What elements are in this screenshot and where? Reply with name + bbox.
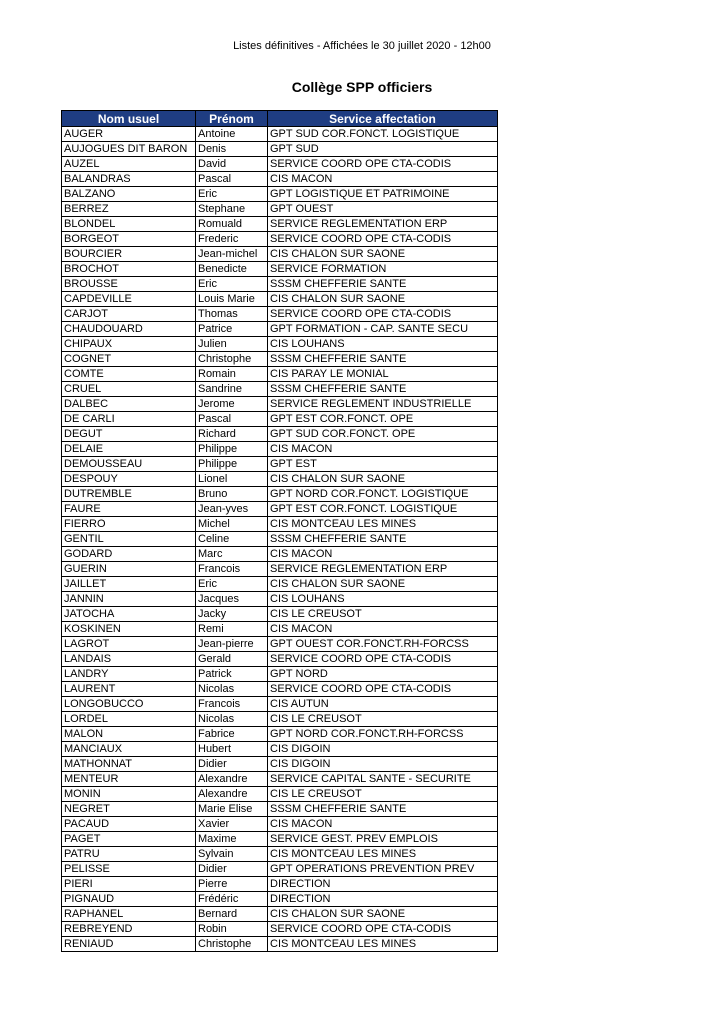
table-row [62, 367, 498, 382]
cell-service-affectation: GPT EST COR.FONCT. LOGISTIQUE [268, 502, 498, 517]
cell-nom-usuel: MENTEUR [62, 772, 196, 787]
column-header-nom-usuel: Nom usuel [62, 111, 196, 127]
cell-nom-usuel: PATRU [62, 847, 196, 862]
cell-service-affectation: SERVICE COORD OPE CTA-CODIS [268, 307, 498, 322]
table-row [62, 607, 498, 622]
cell-prenom: Francois [196, 697, 268, 712]
cell-nom-usuel: PIGNAUD [62, 892, 196, 907]
cell-nom-usuel: BOURCIER [62, 247, 196, 262]
cell-nom-usuel: KOSKINEN [62, 622, 196, 637]
cell-service-affectation: CIS MACON [268, 442, 498, 457]
cell-prenom: Bruno [196, 487, 268, 502]
cell-prenom: Marie Elise [196, 802, 268, 817]
cell-nom-usuel: LAURENT [62, 682, 196, 697]
cell-prenom: Marc [196, 547, 268, 562]
cell-prenom: Sylvain [196, 847, 268, 862]
cell-service-affectation: GPT SUD [268, 142, 498, 157]
cell-service-affectation: DIRECTION [268, 892, 498, 907]
cell-prenom: Christophe [196, 937, 268, 952]
cell-nom-usuel: DE CARLI [62, 412, 196, 427]
cell-service-affectation: SERVICE COORD OPE CTA-CODIS [268, 157, 498, 172]
cell-nom-usuel: FAURE [62, 502, 196, 517]
table-row [62, 292, 498, 307]
cell-nom-usuel: LORDEL [62, 712, 196, 727]
cell-nom-usuel: AUJOGUES DIT BARON [62, 142, 196, 157]
document-title: Collège SPP officiers [291, 79, 433, 95]
cell-prenom: Sandrine [196, 382, 268, 397]
cell-nom-usuel: JANNIN [62, 592, 196, 607]
table-row [62, 412, 498, 427]
cell-nom-usuel: COGNET [62, 352, 196, 367]
cell-service-affectation: CIS CHALON SUR SAONE [268, 292, 498, 307]
cell-service-affectation: GPT LOGISTIQUE ET PATRIMOINE [268, 187, 498, 202]
cell-service-affectation: SERVICE REGLEMENT INDUSTRIELLE [268, 397, 498, 412]
table-row [62, 622, 498, 637]
table-row [62, 577, 498, 592]
cell-prenom: Nicolas [196, 682, 268, 697]
table-row [62, 862, 498, 877]
cell-nom-usuel: LAGROT [62, 637, 196, 652]
cell-prenom: Alexandre [196, 787, 268, 802]
cell-prenom: Gerald [196, 652, 268, 667]
cell-service-affectation: SERVICE REGLEMENTATION ERP [268, 217, 498, 232]
cell-prenom: Maxime [196, 832, 268, 847]
table-row [62, 277, 498, 292]
cell-service-affectation: CIS LE CREUSOT [268, 787, 498, 802]
cell-prenom: Frédéric [196, 892, 268, 907]
cell-prenom: Louis Marie [196, 292, 268, 307]
cell-prenom: Patrick [196, 667, 268, 682]
cell-prenom: Julien [196, 337, 268, 352]
cell-prenom: Jacques [196, 592, 268, 607]
cell-service-affectation: CIS LE CREUSOT [268, 712, 498, 727]
cell-service-affectation: SSSM CHEFFERIE SANTE [268, 532, 498, 547]
cell-service-affectation: GPT EST [268, 457, 498, 472]
cell-service-affectation: CIS DIGOIN [268, 742, 498, 757]
cell-prenom: Hubert [196, 742, 268, 757]
cell-prenom: Nicolas [196, 712, 268, 727]
table-row [62, 337, 498, 352]
table-row [62, 742, 498, 757]
cell-prenom: Pascal [196, 412, 268, 427]
table-row [62, 787, 498, 802]
table-row [62, 652, 498, 667]
cell-nom-usuel: MANCIAUX [62, 742, 196, 757]
cell-nom-usuel: PIERI [62, 877, 196, 892]
officers-table [61, 110, 498, 952]
cell-service-affectation: CIS MACON [268, 172, 498, 187]
cell-prenom: Patrice [196, 322, 268, 337]
cell-prenom: Jacky [196, 607, 268, 622]
cell-service-affectation: CIS LOUHANS [268, 337, 498, 352]
cell-service-affectation: GPT NORD [268, 667, 498, 682]
table-row [62, 877, 498, 892]
table-header-row [62, 111, 498, 127]
cell-prenom: Stephane [196, 202, 268, 217]
table-row [62, 172, 498, 187]
cell-service-affectation: CIS LOUHANS [268, 592, 498, 607]
cell-prenom: Robin [196, 922, 268, 937]
cell-nom-usuel: BROUSSE [62, 277, 196, 292]
cell-prenom: Michel [196, 517, 268, 532]
cell-nom-usuel: BORGEOT [62, 232, 196, 247]
cell-prenom: Jean-pierre [196, 637, 268, 652]
cell-prenom: Celine [196, 532, 268, 547]
table-row [62, 307, 498, 322]
cell-nom-usuel: BROCHOT [62, 262, 196, 277]
cell-nom-usuel: NEGRET [62, 802, 196, 817]
cell-prenom: Eric [196, 277, 268, 292]
table-row [62, 637, 498, 652]
cell-nom-usuel: LANDRY [62, 667, 196, 682]
cell-nom-usuel: CAPDEVILLE [62, 292, 196, 307]
table-row [62, 922, 498, 937]
cell-service-affectation: SERVICE GEST. PREV EMPLOIS [268, 832, 498, 847]
table-row [62, 202, 498, 217]
cell-prenom: Antoine [196, 127, 268, 142]
cell-service-affectation: GPT SUD COR.FONCT. OPE [268, 427, 498, 442]
cell-prenom: Thomas [196, 307, 268, 322]
cell-nom-usuel: BALZANO [62, 187, 196, 202]
cell-service-affectation: SERVICE CAPITAL SANTE - SECURITE [268, 772, 498, 787]
cell-nom-usuel: DEGUT [62, 427, 196, 442]
cell-service-affectation: CIS CHALON SUR SAONE [268, 247, 498, 262]
cell-nom-usuel: REBREYEND [62, 922, 196, 937]
cell-nom-usuel: PACAUD [62, 817, 196, 832]
cell-nom-usuel: RENIAUD [62, 937, 196, 952]
cell-service-affectation: CIS CHALON SUR SAONE [268, 907, 498, 922]
table-row [62, 487, 498, 502]
cell-nom-usuel: CARJOT [62, 307, 196, 322]
cell-prenom: Pierre [196, 877, 268, 892]
cell-service-affectation: GPT NORD COR.FONCT.RH-FORCSS [268, 727, 498, 742]
table-row [62, 757, 498, 772]
table-row [62, 907, 498, 922]
table-row [62, 352, 498, 367]
table-row [62, 937, 498, 952]
cell-service-affectation: SSSM CHEFFERIE SANTE [268, 277, 498, 292]
cell-nom-usuel: DEMOUSSEAU [62, 457, 196, 472]
cell-nom-usuel: MONIN [62, 787, 196, 802]
table-row [62, 502, 498, 517]
cell-prenom: Eric [196, 577, 268, 592]
cell-nom-usuel: CRUEL [62, 382, 196, 397]
cell-nom-usuel: GUERIN [62, 562, 196, 577]
table-row [62, 697, 498, 712]
cell-service-affectation: SSSM CHEFFERIE SANTE [268, 382, 498, 397]
cell-service-affectation: CIS MACON [268, 817, 498, 832]
cell-prenom: Eric [196, 187, 268, 202]
table-row [62, 127, 498, 142]
cell-service-affectation: DIRECTION [268, 877, 498, 892]
cell-nom-usuel: MALON [62, 727, 196, 742]
table-row [62, 667, 498, 682]
cell-prenom: Richard [196, 427, 268, 442]
cell-prenom: Romuald [196, 217, 268, 232]
cell-service-affectation: SERVICE COORD OPE CTA-CODIS [268, 922, 498, 937]
table-row [62, 427, 498, 442]
cell-prenom: Xavier [196, 817, 268, 832]
cell-service-affectation: GPT OUEST COR.FONCT.RH-FORCSS [268, 637, 498, 652]
cell-prenom: Christophe [196, 352, 268, 367]
cell-prenom: Didier [196, 862, 268, 877]
cell-prenom: Jerome [196, 397, 268, 412]
cell-service-affectation: SERVICE FORMATION [268, 262, 498, 277]
cell-prenom: Bernard [196, 907, 268, 922]
cell-nom-usuel: CHIPAUX [62, 337, 196, 352]
cell-service-affectation: CIS MACON [268, 622, 498, 637]
cell-service-affectation: GPT SUD COR.FONCT. LOGISTIQUE [268, 127, 498, 142]
cell-nom-usuel: FIERRO [62, 517, 196, 532]
table-row [62, 457, 498, 472]
cell-nom-usuel: BALANDRAS [62, 172, 196, 187]
table-row [62, 592, 498, 607]
table-row [62, 187, 498, 202]
cell-service-affectation: GPT FORMATION - CAP. SANTE SECU [268, 322, 498, 337]
table-row [62, 232, 498, 247]
cell-nom-usuel: DALBEC [62, 397, 196, 412]
table-row [62, 532, 498, 547]
table-row [62, 802, 498, 817]
cell-service-affectation: CIS CHALON SUR SAONE [268, 472, 498, 487]
cell-nom-usuel: BLONDEL [62, 217, 196, 232]
cell-prenom: Remi [196, 622, 268, 637]
cell-service-affectation: SERVICE COORD OPE CTA-CODIS [268, 682, 498, 697]
table-row [62, 847, 498, 862]
table-row [62, 442, 498, 457]
cell-nom-usuel: GODARD [62, 547, 196, 562]
cell-prenom: Frederic [196, 232, 268, 247]
table-row [62, 562, 498, 577]
table-row [62, 772, 498, 787]
cell-prenom: Francois [196, 562, 268, 577]
cell-nom-usuel: DELAIE [62, 442, 196, 457]
cell-prenom: Denis [196, 142, 268, 157]
table-row [62, 472, 498, 487]
table-row [62, 727, 498, 742]
table-row [62, 262, 498, 277]
cell-prenom: Jean-yves [196, 502, 268, 517]
cell-nom-usuel: CHAUDOUARD [62, 322, 196, 337]
cell-nom-usuel: DUTREMBLE [62, 487, 196, 502]
table-row [62, 397, 498, 412]
cell-service-affectation: SSSM CHEFFERIE SANTE [268, 802, 498, 817]
cell-service-affectation: CIS DIGOIN [268, 757, 498, 772]
cell-service-affectation: GPT OPERATIONS PREVENTION PREV [268, 862, 498, 877]
document-header-line: Listes définitives - Affichées le 30 juillet 2020 - 12h00 [233, 40, 491, 52]
cell-nom-usuel: GENTIL [62, 532, 196, 547]
cell-service-affectation: SERVICE COORD OPE CTA-CODIS [268, 652, 498, 667]
cell-service-affectation: CIS MONTCEAU LES MINES [268, 847, 498, 862]
cell-nom-usuel: PELISSE [62, 862, 196, 877]
cell-prenom: Pascal [196, 172, 268, 187]
cell-prenom: Benedicte [196, 262, 268, 277]
cell-service-affectation: CIS PARAY LE MONIAL [268, 367, 498, 382]
column-header-prenom: Prénom [196, 111, 268, 127]
table-row [62, 892, 498, 907]
cell-nom-usuel: COMTE [62, 367, 196, 382]
table-row [62, 817, 498, 832]
table-row [62, 712, 498, 727]
cell-prenom: Romain [196, 367, 268, 382]
cell-prenom: Philippe [196, 442, 268, 457]
table-row [62, 517, 498, 532]
cell-prenom: Philippe [196, 457, 268, 472]
cell-nom-usuel: RAPHANEL [62, 907, 196, 922]
column-header-service-affectation: Service affectation [268, 111, 498, 127]
cell-nom-usuel: AUGER [62, 127, 196, 142]
cell-nom-usuel: AUZEL [62, 157, 196, 172]
table-row [62, 832, 498, 847]
cell-prenom: Lionel [196, 472, 268, 487]
table-row [62, 547, 498, 562]
table-row [62, 322, 498, 337]
table-body [62, 127, 498, 952]
cell-service-affectation: SSSM CHEFFERIE SANTE [268, 352, 498, 367]
cell-service-affectation: SERVICE REGLEMENTATION ERP [268, 562, 498, 577]
table-row [62, 382, 498, 397]
cell-prenom: David [196, 157, 268, 172]
table-row [62, 157, 498, 172]
cell-service-affectation: CIS LE CREUSOT [268, 607, 498, 622]
cell-nom-usuel: PAGET [62, 832, 196, 847]
cell-service-affectation: GPT EST COR.FONCT. OPE [268, 412, 498, 427]
table-row [62, 247, 498, 262]
table-row [62, 682, 498, 697]
cell-prenom: Didier [196, 757, 268, 772]
cell-nom-usuel: LANDAIS [62, 652, 196, 667]
cell-service-affectation: CIS MONTCEAU LES MINES [268, 517, 498, 532]
cell-nom-usuel: MATHONNAT [62, 757, 196, 772]
cell-nom-usuel: DESPOUY [62, 472, 196, 487]
cell-nom-usuel: BERREZ [62, 202, 196, 217]
cell-service-affectation: CIS CHALON SUR SAONE [268, 577, 498, 592]
cell-nom-usuel: LONGOBUCCO [62, 697, 196, 712]
table-row [62, 142, 498, 157]
cell-service-affectation: CIS MONTCEAU LES MINES [268, 937, 498, 952]
cell-nom-usuel: JATOCHA [62, 607, 196, 622]
cell-service-affectation: CIS AUTUN [268, 697, 498, 712]
table-row [62, 217, 498, 232]
cell-service-affectation: GPT NORD COR.FONCT. LOGISTIQUE [268, 487, 498, 502]
cell-service-affectation: SERVICE COORD OPE CTA-CODIS [268, 232, 498, 247]
cell-prenom: Alexandre [196, 772, 268, 787]
cell-service-affectation: CIS MACON [268, 547, 498, 562]
cell-service-affectation: GPT OUEST [268, 202, 498, 217]
cell-prenom: Fabrice [196, 727, 268, 742]
cell-prenom: Jean-michel [196, 247, 268, 262]
cell-nom-usuel: JAILLET [62, 577, 196, 592]
